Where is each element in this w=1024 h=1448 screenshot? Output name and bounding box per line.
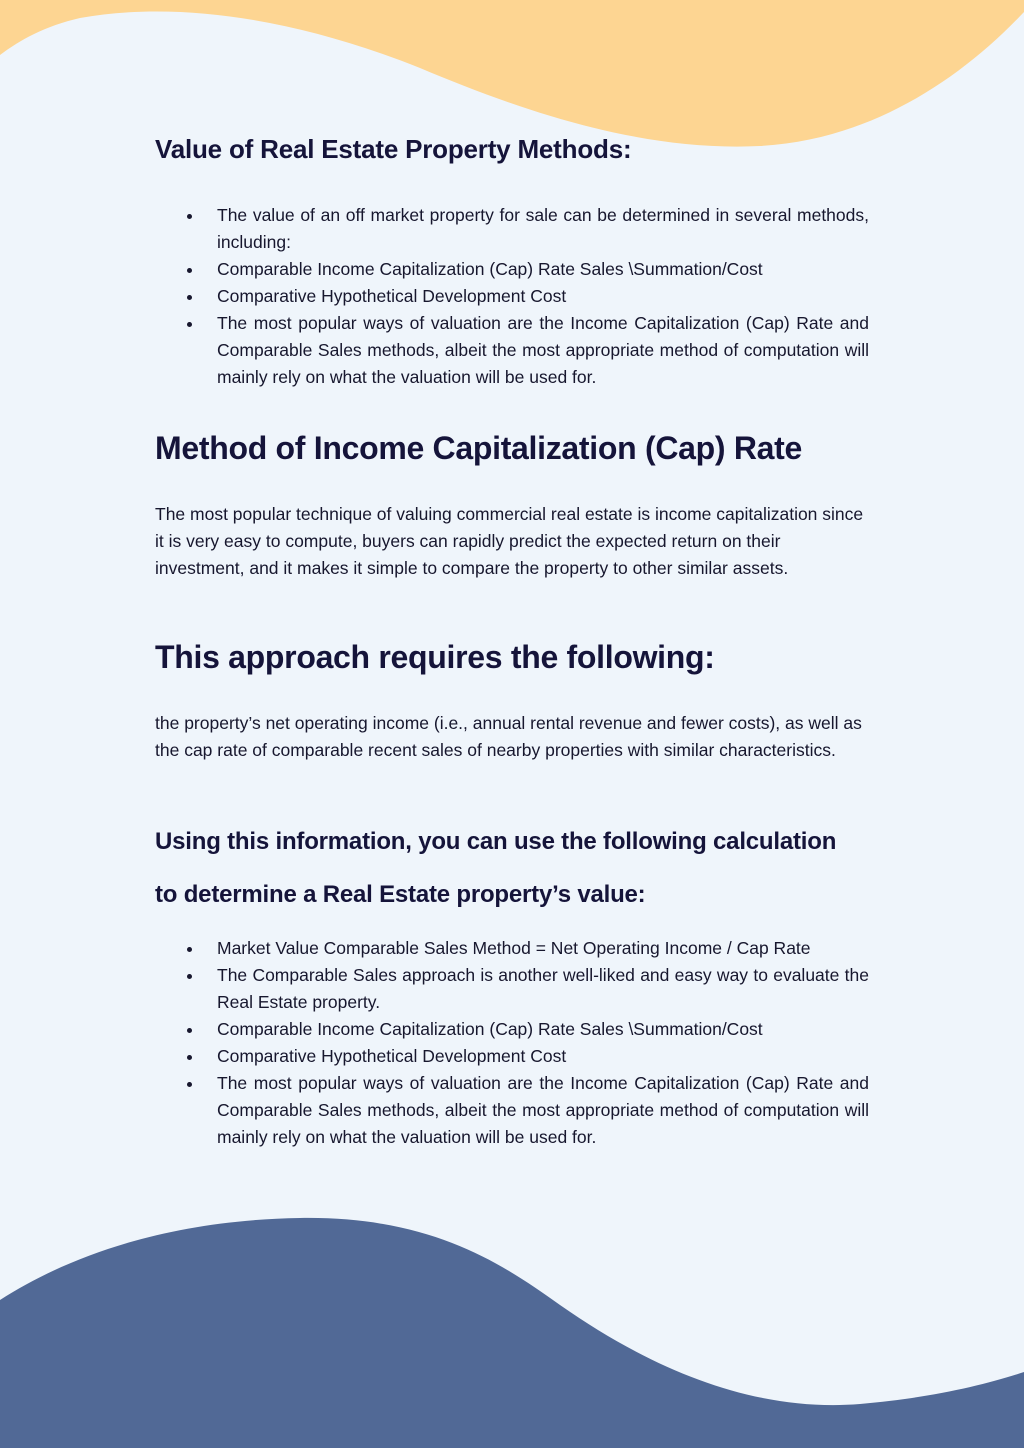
bullet-icon [187, 1082, 192, 1087]
bullet-icon [187, 295, 192, 300]
bullet-icon [187, 214, 192, 219]
bullet-icon [187, 1055, 192, 1060]
bullet-icon [187, 947, 192, 952]
list-item: The most popular ways of valuation are the Income Capitalization (Cap) Rate and Comparable Sales methods, albeit the most appropriate method of computation will mainly rely on what the valuation will be used for. [155, 1070, 869, 1151]
bullet-icon [187, 1028, 192, 1033]
income-capitalization-paragraph: The most popular technique of valuing commercial real estate is income capitalization since it is very easy to compute, buyers can rapidly predict the expected return on their investment, and it makes it simple to compare the property to other similar assets. [155, 504, 864, 578]
list-item: The most popular ways of valuation are the Income Capitalization (Cap) Rate and Comparable Sales methods, albeit the most appropriate method of computation will mainly rely on what the valuation will be used for. [155, 310, 869, 391]
section-heading-income-capitalization: Method of Income Capitalization (Cap) Rate [155, 430, 802, 466]
calculation-heading-line-1: Using this information, you can use the following calculation [155, 828, 837, 855]
top-wave-shape [0, 0, 1024, 147]
bullet-icon [187, 974, 192, 979]
list-item: The Comparable Sales approach is another well-liked and easy way to evaluate the Real Estate property. [155, 962, 869, 1016]
bullet-icon [187, 268, 192, 273]
section-heading-calculation [155, 815, 836, 921]
calculation-heading-line-2: to determine a Real Estate property’s value: [155, 881, 646, 908]
list-item: Comparable Income Capitalization (Cap) Rate Sales \Summation/Cost [155, 1016, 869, 1043]
list-item: Comparative Hypothetical Development Cost [155, 1043, 869, 1070]
bottom-wave-shape [0, 1218, 1024, 1448]
list-item: Market Value Comparable Sales Method = Net Operating Income / Cap Rate [155, 935, 869, 962]
section-heading-property-methods: Value of Real Estate Property Methods: [155, 134, 632, 164]
approach-requirements-paragraph: the property’s net operating income (i.e., annual rental revenue and fewer costs), as well as the cap rate of comparable recent sales of nearby properties with similar characteristics. [155, 713, 862, 760]
property-methods-list [155, 202, 869, 391]
bullet-icon [187, 322, 192, 327]
list-item: Comparative Hypothetical Development Cost [155, 283, 869, 310]
list-item: The value of an off market property for sale can be determined in several methods, including: [155, 202, 869, 256]
section-heading-approach-requirements: This approach requires the following: [155, 639, 715, 675]
calculation-list [155, 935, 869, 1151]
list-item: Comparable Income Capitalization (Cap) Rate Sales \Summation/Cost [155, 256, 869, 283]
